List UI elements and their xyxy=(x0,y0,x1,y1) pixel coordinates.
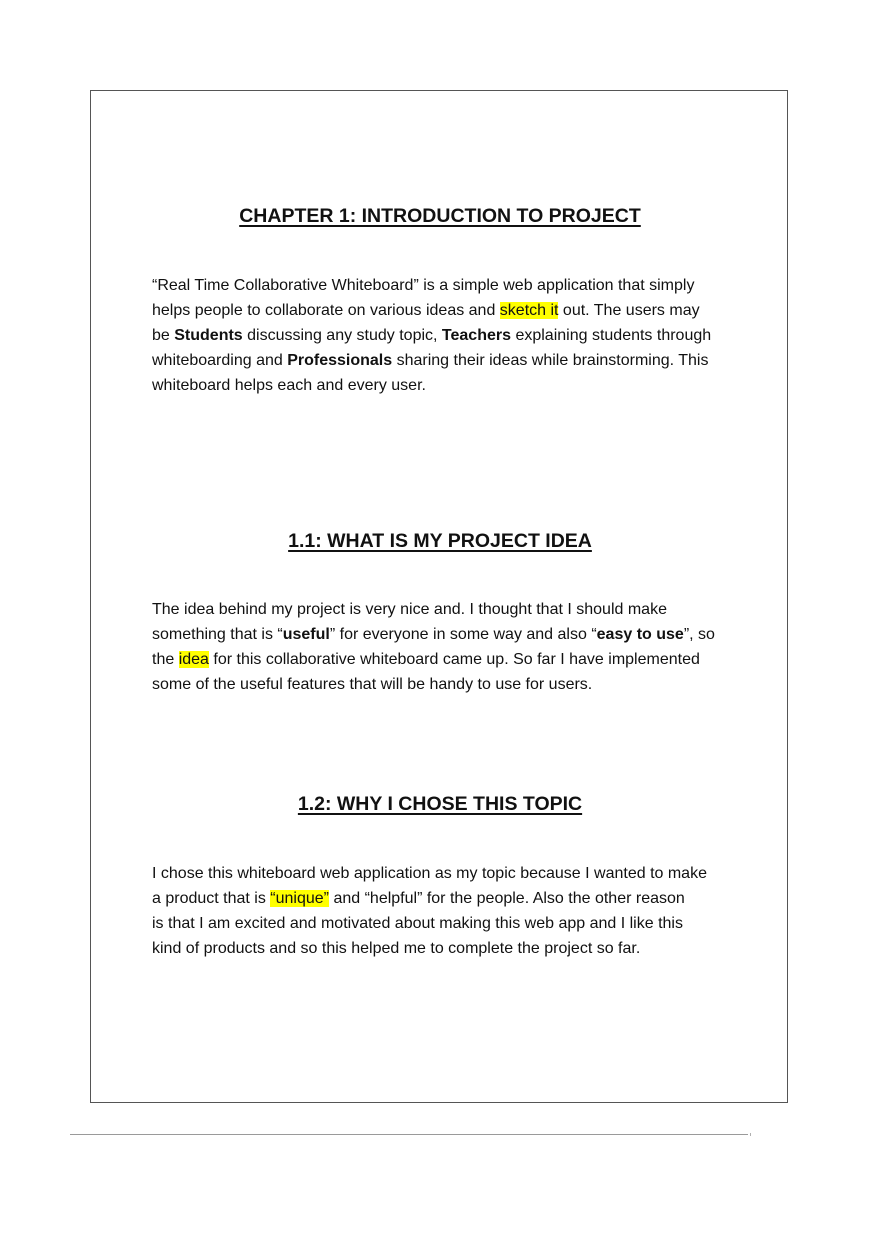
text-run: I chose this whiteboard web application as my topic because I wanted to make xyxy=(152,865,707,882)
text-run: ” for everyone in some way and also “ xyxy=(329,626,597,643)
text-run: the xyxy=(152,651,179,668)
text-line xyxy=(152,373,742,398)
text-run: for this collaborative whiteboard came up. So far I have implemented xyxy=(208,651,700,668)
text-run: something that is “ xyxy=(152,626,283,643)
text-run: sharing their ideas while brainstorming. This xyxy=(392,352,709,369)
text-line xyxy=(152,622,742,647)
text-run: The idea behind my project is very nice and. I thought that I should make xyxy=(152,601,667,618)
text-run: and “helpful” for the people. Also the other reason xyxy=(329,890,685,907)
text-line xyxy=(152,597,742,622)
chapter-heading: CHAPTER 1: INTRODUCTION TO PROJECT xyxy=(239,205,641,227)
text-run: whiteboard helps each and every user. xyxy=(152,377,426,394)
text-run: is that I am excited and motivated about making this web app and I like this xyxy=(152,915,683,932)
text-run: kind of products and so this helped me to complete the project so far. xyxy=(152,940,641,957)
footer-rule xyxy=(70,1134,748,1135)
bold-text: Teachers xyxy=(441,327,511,344)
footer-mark xyxy=(750,1133,751,1136)
text-line xyxy=(152,647,742,672)
section-heading-why-topic: 1.2: WHY I CHOSE THIS TOPIC xyxy=(297,793,583,815)
text-run: discussing any study topic, xyxy=(242,327,442,344)
text-run: helps people to collaborate on various ideas and xyxy=(152,302,500,319)
text-line xyxy=(152,672,742,697)
text-run: out. The users may xyxy=(558,302,700,319)
section-heading-project-idea: 1.1: WHAT IS MY PROJECT IDEA xyxy=(288,530,592,552)
highlighted-text: sketch it xyxy=(499,302,559,319)
why-topic-paragraph xyxy=(152,861,742,961)
text-line xyxy=(152,886,742,911)
chapter-intro-paragraph xyxy=(152,273,742,398)
bold-text: Students xyxy=(174,327,243,344)
text-run: be xyxy=(152,327,175,344)
text-line xyxy=(152,323,742,348)
text-run: explaining students through xyxy=(511,327,712,344)
project-idea-paragraph xyxy=(152,597,742,697)
text-line xyxy=(152,273,742,298)
bold-text: easy to use xyxy=(596,626,684,643)
text-run: a product that is xyxy=(152,890,271,907)
text-run: “Real Time Collaborative Whiteboard” is a simple web application that simply xyxy=(152,277,695,294)
highlighted-text: idea xyxy=(178,651,209,668)
bold-text: useful xyxy=(282,626,330,643)
text-line xyxy=(152,936,742,961)
text-line xyxy=(152,911,742,936)
text-line xyxy=(152,861,742,886)
text-run: some of the useful features that will be handy to use for users. xyxy=(152,676,593,693)
text-line xyxy=(152,348,742,373)
text-run: ”, so xyxy=(683,626,715,643)
bold-text: Professionals xyxy=(287,352,393,369)
highlighted-text: “unique” xyxy=(270,890,329,907)
text-run: whiteboarding and xyxy=(152,352,288,369)
text-line xyxy=(152,298,742,323)
